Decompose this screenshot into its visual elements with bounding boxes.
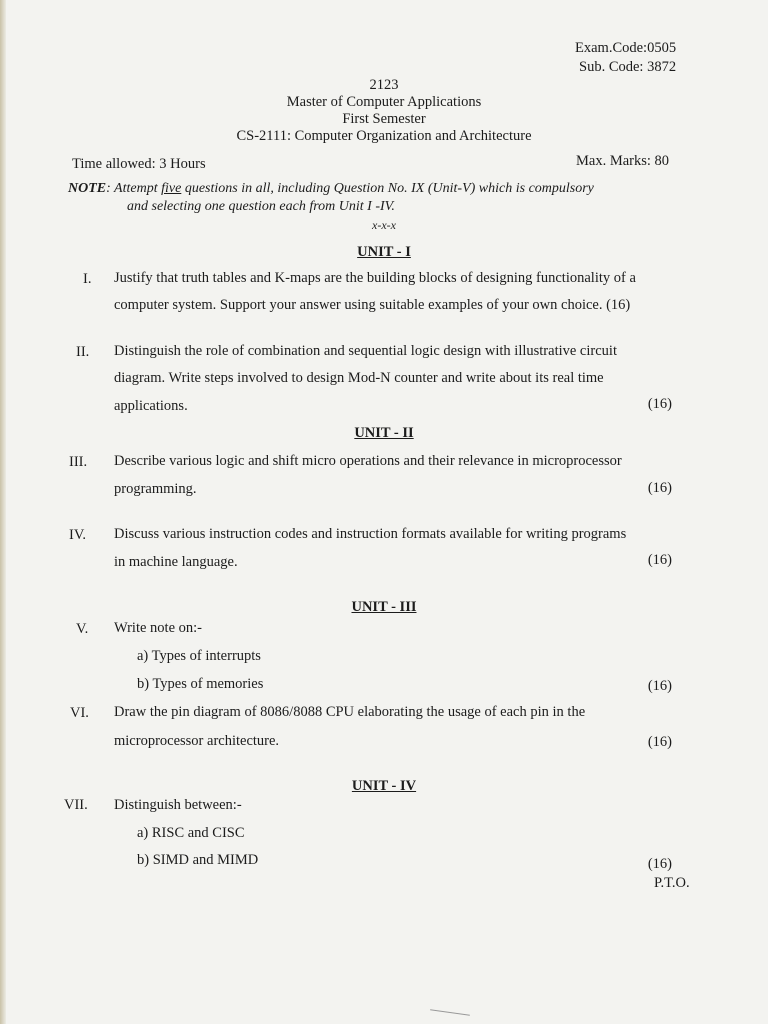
question-7-part-b: b) SIMD and MIMD <box>137 852 259 868</box>
note-line-2: and selecting one question each from Unit I -IV. <box>127 199 395 214</box>
question-2-marks: (16) <box>647 396 672 412</box>
question-2-line-1: Distinguish the role of combination and sequential logic design with illustrative circuit <box>114 343 617 359</box>
question-3-line-2: programming. <box>114 481 197 497</box>
question-1-line-1: Justify that truth tables and K-maps are the building blocks of designing functionality of a <box>114 270 636 286</box>
unit-1-heading: UNIT - I <box>357 244 411 260</box>
unit-2-heading: UNIT - II <box>354 425 414 441</box>
question-4-line-1: Discuss various instruction codes and instruction formats available for writing programs <box>114 526 627 542</box>
course-title: CS-2111: Computer Organization and Architecture <box>236 128 532 144</box>
question-5-line-1: Write note on:- <box>114 620 202 636</box>
question-1-line-2: computer system. Support your answer using suitable examples of your own choice. (16) <box>114 297 631 313</box>
separator: x-x-x <box>372 218 396 232</box>
note-label: NOTE <box>68 181 107 196</box>
pto-label: P.T.O. <box>654 875 690 891</box>
question-3-marks: (16) <box>647 480 672 496</box>
question-5-part-b: b) Types of memories <box>137 676 264 692</box>
sub-code: Sub. Code: 3872 <box>579 59 677 75</box>
question-number: V. <box>76 621 89 637</box>
program-title: Master of Computer Applications <box>286 94 482 110</box>
question-number: IV. <box>69 527 87 543</box>
question-4-marks: (16) <box>647 552 672 568</box>
time-allowed: Time allowed: 3 Hours <box>72 156 206 172</box>
note-line-1 <box>68 181 594 197</box>
scan-mark <box>430 1009 470 1016</box>
question-5-marks: (16) <box>647 678 672 694</box>
semester: First Semester <box>342 111 426 127</box>
question-7-marks: (16) <box>647 856 672 872</box>
note-text-five: five <box>161 181 182 196</box>
question-4-line-2: in machine language. <box>114 554 238 570</box>
note-text-c: questions in all, including Question No. IX (Unit-V) which is compulsory <box>181 181 594 196</box>
paper-number: 2123 <box>369 77 399 93</box>
scan-edge <box>0 0 6 1024</box>
question-7-part-a: a) RISC and CISC <box>137 825 245 841</box>
max-marks: Max. Marks: 80 <box>576 153 670 169</box>
question-number: VII. <box>64 797 88 813</box>
question-5-part-a: a) Types of interrupts <box>137 648 261 664</box>
question-number: III. <box>69 454 88 470</box>
question-7-line-1: Distinguish between:- <box>114 797 242 813</box>
question-number: II. <box>76 344 90 360</box>
note-text-a: : Attempt <box>106 181 162 196</box>
question-2-line-2: diagram. Write steps involved to design Mod-N counter and write about its real time <box>114 370 604 386</box>
question-2-line-3: applications. <box>114 398 188 414</box>
question-number: I. <box>83 271 92 287</box>
unit-4-heading: UNIT - IV <box>351 778 417 794</box>
question-6-line-1: Draw the pin diagram of 8086/8088 CPU elaborating the usage of each pin in the <box>114 704 586 720</box>
question-3-line-1: Describe various logic and shift micro operations and their relevance in microprocessor <box>114 453 622 469</box>
question-number: VI. <box>70 705 89 721</box>
question-6-line-2: microprocessor architecture. <box>114 733 280 749</box>
unit-3-heading: UNIT - III <box>351 599 417 615</box>
question-6-marks: (16) <box>647 734 672 750</box>
exam-code: Exam.Code:0505 <box>575 40 677 56</box>
